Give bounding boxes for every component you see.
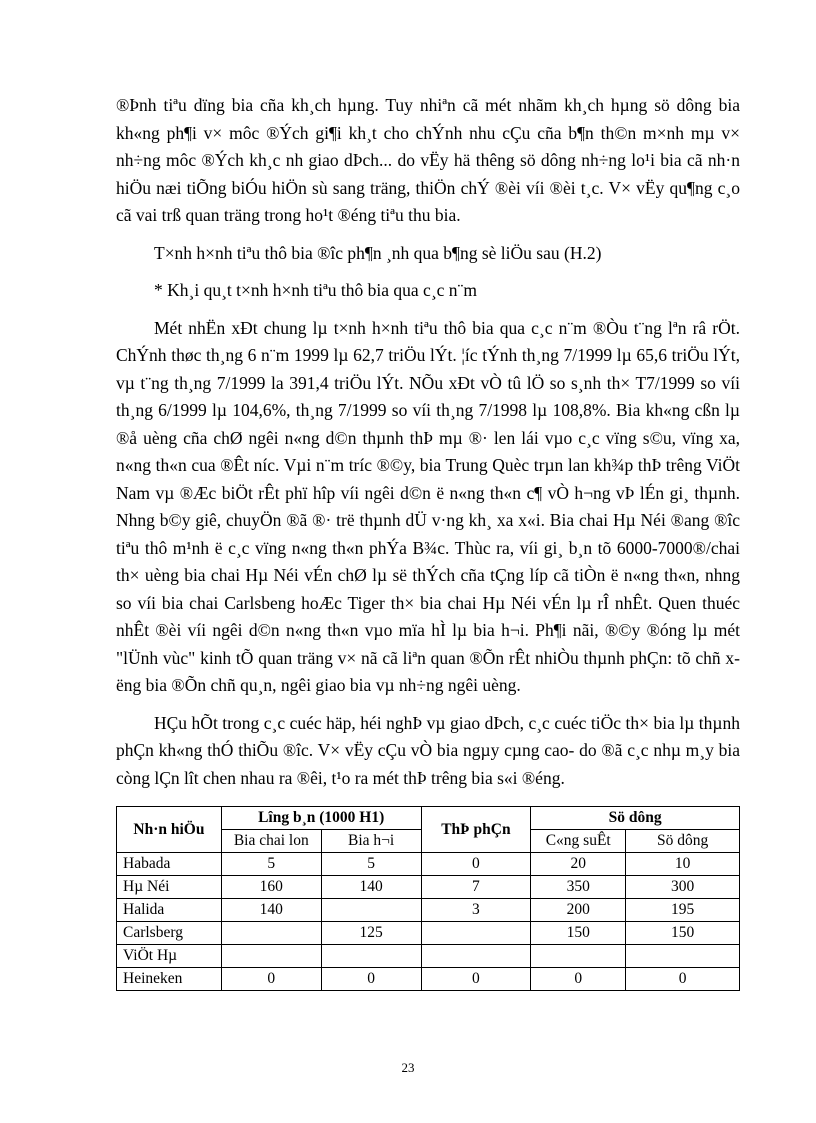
- header-draft: Bia h¬i: [321, 830, 421, 853]
- cell-capacity: 150: [531, 922, 626, 945]
- paragraph-5: HÇu hÕt trong c¸c cuéc häp, héi nghÞ vµ giao dÞch, c¸c cuéc tiÖc th× bia lµ thµnh phÇn kh«ng thÓ thiÕu ®îc. V× vËy cÇu vÒ bia ngµy cµng cao- do ®ã c¸c nhµ m¸y bia còng lÇn lît chen nhau ra ®êi, t¹o ra mét thÞ trêng bia s«i ®éng.: [116, 712, 740, 788]
- cell-capacity: 200: [531, 899, 626, 922]
- cell-share: 7: [421, 876, 531, 899]
- cell-share: 3: [421, 899, 531, 922]
- cell-brand: Hµ Néi: [117, 876, 222, 899]
- cell-share: 0: [421, 968, 531, 991]
- header-brand: Nh·n hiÖu: [117, 807, 222, 853]
- cell-brand: Carlsberg: [117, 922, 222, 945]
- header-market-share: ThÞ phÇn: [421, 807, 531, 853]
- cell-used: 10: [626, 853, 740, 876]
- paragraph-2: T×nh h×nh tiªu thô bia ®îc ph¶n ¸nh qua b¶ng sè liÖu sau (H.2): [154, 242, 602, 263]
- cell-draft: [321, 945, 421, 968]
- header-used: Sö dông: [626, 830, 740, 853]
- document-page: [116, 92, 740, 991]
- table-row: [117, 945, 740, 968]
- header-bottled: Bia chai lon: [221, 830, 321, 853]
- cell-used: 195: [626, 899, 740, 922]
- cell-draft: 125: [321, 922, 421, 945]
- cell-bottled: 140: [221, 899, 321, 922]
- cell-used: 150: [626, 922, 740, 945]
- cell-used: [626, 945, 740, 968]
- table-row: [117, 876, 740, 899]
- cell-share: [421, 922, 531, 945]
- beer-market-table: [116, 806, 740, 991]
- cell-used: 0: [626, 968, 740, 991]
- cell-share: [421, 945, 531, 968]
- cell-brand: ViÖt Hµ: [117, 945, 222, 968]
- cell-brand: Heineken: [117, 968, 222, 991]
- cell-bottled: 5: [221, 853, 321, 876]
- cell-bottled: [221, 945, 321, 968]
- cell-draft: 0: [321, 968, 421, 991]
- table-row: [117, 853, 740, 876]
- table-row: [117, 899, 740, 922]
- paragraph-4: Mét nhËn xÐt chung lµ t×nh h×nh tiªu thô bia qua c¸c n¨m ®Òu t¨ng lªn râ rÖt. ChÝnh thøc th¸ng 6 n¨m 1999 lµ 62,7 triÖu lÝt. ¦íc tÝnh th¸ng 7/1999 lµ 65,6 triÖu lÝt, vµ t¨ng th¸ng 7/1999 la 391,4 triÖu lÝt. NÕu xÐt vÒ tû lÖ so s¸nh th× T7/1999 so víi th¸ng 6/1999 lµ 104,6%, th¸ng 7/1999 so víi th¸ng 7/1998 lµ 108,8%. Bia kh«ng cßn lµ ®å uèng cña chØ ngêi n«ng d©n thµnh thÞ mµ ®· len lái vµo c¸c vïng s©u, vïng xa, n«ng th«n cua ®Êt níc. Vµi n¨m tríc ®©y, bia Trung Quèc trµn lan kh¾p thÞ trêng ViÖt Nam vµ ®Æc biÖt rÊt phï hîp víi ngêi d©n ë n«ng th«n c¶ vÒ h¬ng vÞ lÉn gi¸ thµnh. Nhng b©y giê, chuyÖn ®ã ®· trë thµnh dÜ v·ng kh¸ xa x«i. Bia chai Hµ Néi ®ang ®îc tiªu thô m¹nh ë c¸c vïng n«ng th«n phÝa B¾c. Thùc ra, víi gi¸ b¸n tõ 6000-7000®/chai th× uèng bia chai Hµ Néi vÉn chØ lµ së thÝch cña tÇng líp cã tiÒn ë n«ng th«n, nhng so víi bia chai Carlsbeng hoÆc Tiger th× bia chai Hµ Néi vÉn lµ rÎ nhÊt. Quen thuéc nhÊt ®èi víi ngêi d©n n«ng th«n vµo mïa hÌ lµ bia h¬i. Ph¶i nãi, ®©y ®óng lµ mét "lÜnh vùc" kinh tÕ quan träng v× nã cã liªn quan ®Õn rÊt nhiÒu thµnh phÇn: tõ chñ xëng bia ®Õn chñ qu¸n, ngêi giao bia vµ nh÷ng ngêi uèng.: [116, 317, 740, 695]
- cell-share: 0: [421, 853, 531, 876]
- cell-draft: 5: [321, 853, 421, 876]
- cell-draft: [321, 899, 421, 922]
- cell-capacity: 0: [531, 968, 626, 991]
- table-row: [117, 968, 740, 991]
- paragraph-3: * Kh¸i qu¸t t×nh h×nh tiªu thô bia qua c¸c n¨m: [154, 280, 477, 300]
- cell-bottled: 0: [221, 968, 321, 991]
- cell-bottled: 160: [221, 876, 321, 899]
- cell-brand: Habada: [117, 853, 222, 876]
- table-row: [117, 922, 740, 945]
- header-usage: Sö dông: [531, 807, 740, 830]
- cell-capacity: [531, 945, 626, 968]
- cell-capacity: 350: [531, 876, 626, 899]
- cell-brand: Halida: [117, 899, 222, 922]
- cell-capacity: 20: [531, 853, 626, 876]
- header-capacity: C«ng suÊt: [531, 830, 626, 853]
- header-sales: Lîng b¸n (1000 H1): [221, 807, 421, 830]
- paragraph-1: ®Þnh tiªu dïng bia cña kh¸ch hµng. Tuy nhiªn cã mét nhãm kh¸ch hµng sö dông bia kh«ng ph¶i v× môc ®Ých gi¶i kh¸t cho chÝnh nhu cÇu cña b¶n th©n m×nh mµ v× nh÷ng môc ®Ých kh¸c nh giao dÞch... do vËy hä thêng sö dông nh÷ng lo¹i bia cã nh·n hiÖu næi tiÕng biÓu hiÖn sù sang träng, thiÖn chÝ ®èi víi ®èi t¸c. V× vËy qu¶ng c¸o cã vai trß quan träng trong ho¹t ®éng tiªu thu bia.: [116, 95, 740, 225]
- cell-used: 300: [626, 876, 740, 899]
- cell-draft: 140: [321, 876, 421, 899]
- cell-bottled: [221, 922, 321, 945]
- page-number: 23: [401, 1060, 415, 1075]
